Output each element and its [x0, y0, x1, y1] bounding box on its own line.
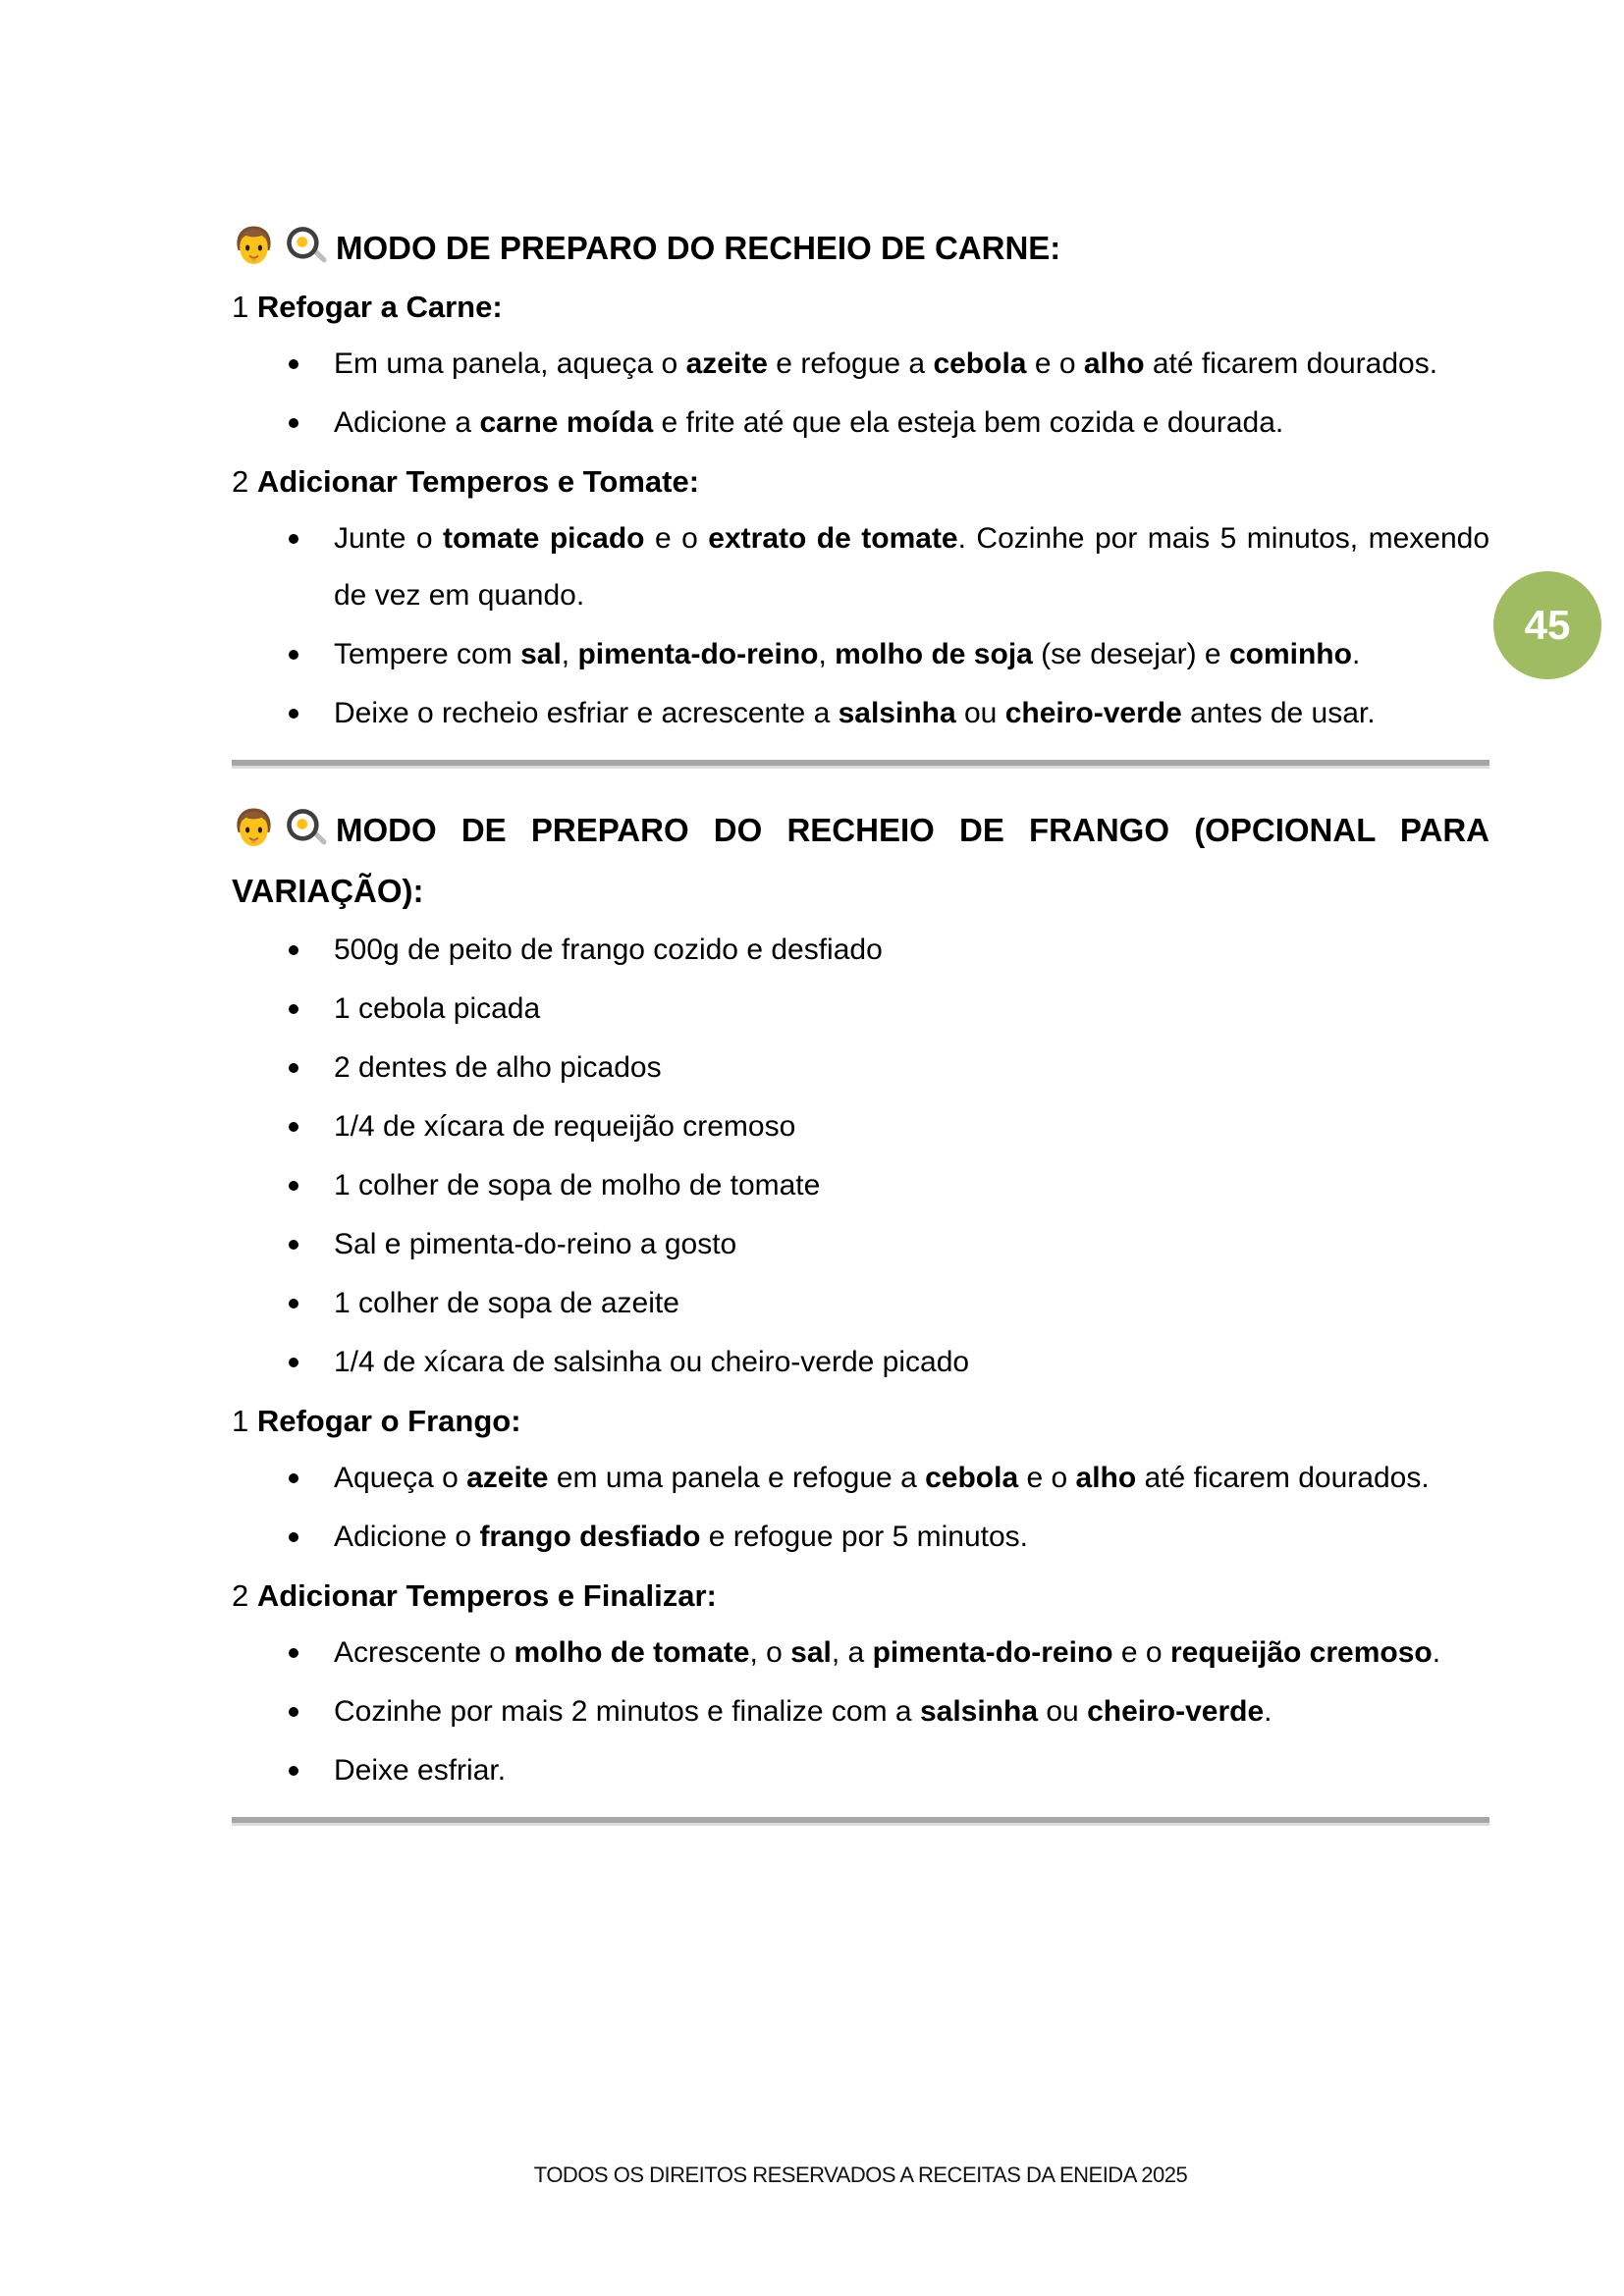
bold-text: MODO DE PREPARO DO RECHEIO DE FRANGO (OPCIONAL PARA VARIAÇÃO):: [232, 812, 1489, 909]
text: .: [1264, 1695, 1272, 1728]
text: ou: [955, 697, 1005, 729]
text: Junte o: [334, 522, 444, 555]
text: 2 dentes de alho picados: [334, 1051, 662, 1084]
text: Tempere com: [334, 638, 521, 670]
man-emoji-icon: [232, 224, 276, 268]
text: , a: [831, 1636, 873, 1669]
section-divider: [232, 760, 1489, 769]
list-item: [334, 1450, 1489, 1507]
list-item: [334, 1683, 1489, 1740]
list-item: [334, 1742, 1489, 1799]
text: Aqueça o: [334, 1462, 467, 1494]
list-item: [334, 1040, 1489, 1096]
text: ,: [818, 638, 836, 670]
bold-text: cheiro-verde: [1087, 1695, 1265, 1728]
text: 1/4 de xícara de requeijão cremoso: [334, 1110, 796, 1143]
bold-text: cheiro-verde: [1004, 697, 1182, 729]
text: e frite até que ela esteja bem cozida e dourada.: [653, 406, 1284, 439]
bold-text: pimenta-do-reino: [577, 638, 819, 670]
step-title: [232, 454, 1489, 510]
text: Em uma panela, aqueça o: [334, 347, 686, 380]
text: antes de usar.: [1181, 697, 1376, 729]
bold-text: cebola: [933, 347, 1027, 380]
list-item: [334, 1334, 1489, 1391]
text: ,: [561, 638, 578, 670]
bold-text: carne moída: [479, 406, 654, 439]
text: 1/4 de xícara de salsinha ou cheiro-verde picado: [334, 1346, 970, 1378]
list-item: [334, 1509, 1489, 1566]
bold-text: azeite: [466, 1462, 549, 1494]
footer-copyright: TODOS OS DIREITOS RESERVADOS A RECEITAS DA ENEIDA 2025: [533, 2163, 1188, 2187]
page-number-badge: [1493, 571, 1601, 679]
text: .: [1432, 1636, 1441, 1669]
bold-text: Refogar o Frango:: [256, 1404, 521, 1438]
text: . Cozinhe por mais 5 minutos, mexendo de vez em quando.: [334, 522, 1489, 612]
text: , o: [749, 1636, 791, 1669]
text: 2: [232, 464, 257, 499]
text: 1 colher de sopa de molho de tomate: [334, 1169, 821, 1201]
text: 1: [232, 1404, 257, 1438]
text: 1 colher de sopa de azeite: [334, 1287, 679, 1319]
bold-text: extrato de tomate: [708, 522, 958, 555]
bold-text: Adicionar Temperos e Tomate:: [256, 464, 700, 499]
text: até ficarem dourados.: [1144, 347, 1438, 380]
step-title: [232, 279, 1489, 336]
text: 1 cebola picada: [334, 992, 541, 1025]
frying-pan-emoji-icon: [284, 224, 328, 268]
text: ou: [1038, 1695, 1088, 1728]
text: Sal e pimenta-do-reino a gosto: [334, 1228, 737, 1260]
text: até ficarem dourados.: [1136, 1462, 1430, 1494]
text: Adicione o: [334, 1521, 480, 1553]
list-item: [334, 922, 1489, 979]
bold-text: Adicionar Temperos e Finalizar:: [256, 1578, 717, 1613]
section-heading: [232, 218, 1489, 279]
bold-text: frango desfiado: [479, 1521, 701, 1553]
text: e o: [1026, 347, 1084, 380]
section-divider: [232, 1817, 1489, 1826]
text: e o: [1018, 1462, 1076, 1494]
bold-text: molho de soja: [835, 638, 1033, 670]
bold-text: requeijão cremoso: [1169, 1636, 1433, 1669]
text: .: [1351, 638, 1361, 670]
text: Adicione a: [334, 406, 480, 439]
step-title: [232, 1393, 1489, 1450]
list-item: [334, 1216, 1489, 1273]
bold-text: molho de tomate: [514, 1636, 750, 1669]
list-item: [334, 626, 1489, 683]
document-content: [232, 218, 1489, 1857]
bold-text: cominho: [1228, 638, 1352, 670]
bullet-list: [232, 510, 1489, 742]
bold-text: sal: [790, 1636, 832, 1669]
list-item: [334, 981, 1489, 1038]
text: Cozinhe por mais 2 minutos e finalize com a: [334, 1695, 920, 1728]
bullet-list: [232, 336, 1489, 452]
text: Deixe o recheio esfriar e acrescente a: [334, 697, 839, 729]
text: Acrescente o: [334, 1636, 514, 1669]
text: 1: [232, 290, 257, 324]
bold-text: tomate picado: [443, 522, 645, 555]
text: e o: [1112, 1636, 1170, 1669]
bold-text: sal: [520, 638, 562, 670]
bold-text: azeite: [685, 347, 768, 380]
text: 500g de peito de frango cozido e desfiado: [334, 934, 883, 966]
list-item: [334, 1157, 1489, 1214]
bold-text: alho: [1075, 1462, 1137, 1494]
bold-text: alho: [1083, 347, 1145, 380]
text: 2: [232, 1578, 257, 1613]
section-heading: [232, 800, 1489, 922]
bold-text: salsinha: [838, 697, 956, 729]
bold-text: cebola: [925, 1462, 1019, 1494]
list-item: [334, 685, 1489, 742]
bold-text: pimenta-do-reino: [872, 1636, 1113, 1669]
text: e refogue por 5 minutos.: [700, 1521, 1028, 1553]
man-emoji-icon: [232, 806, 276, 850]
list-item: [334, 1275, 1489, 1332]
list-item: [334, 336, 1489, 393]
bold-text: salsinha: [919, 1695, 1039, 1728]
bold-text: Refogar a Carne:: [256, 290, 503, 324]
text: em uma panela e refogue a: [548, 1462, 926, 1494]
list-item: [334, 395, 1489, 452]
list-item: [334, 1098, 1489, 1155]
bullet-list: [232, 1625, 1489, 1799]
text: Deixe esfriar.: [334, 1754, 507, 1787]
text: (se desejar) e: [1032, 638, 1229, 670]
list-item: [334, 1625, 1489, 1682]
step-title: [232, 1568, 1489, 1625]
bold-text: MODO DE PREPARO DO RECHEIO DE CARNE:: [336, 230, 1061, 266]
list-item: [334, 510, 1489, 624]
text: e refogue a: [767, 347, 934, 380]
bullet-list: [232, 922, 1489, 1391]
bullet-list: [232, 1450, 1489, 1566]
text: e o: [644, 522, 709, 555]
page-number: 45: [1524, 602, 1571, 648]
frying-pan-emoji-icon: [284, 806, 328, 850]
